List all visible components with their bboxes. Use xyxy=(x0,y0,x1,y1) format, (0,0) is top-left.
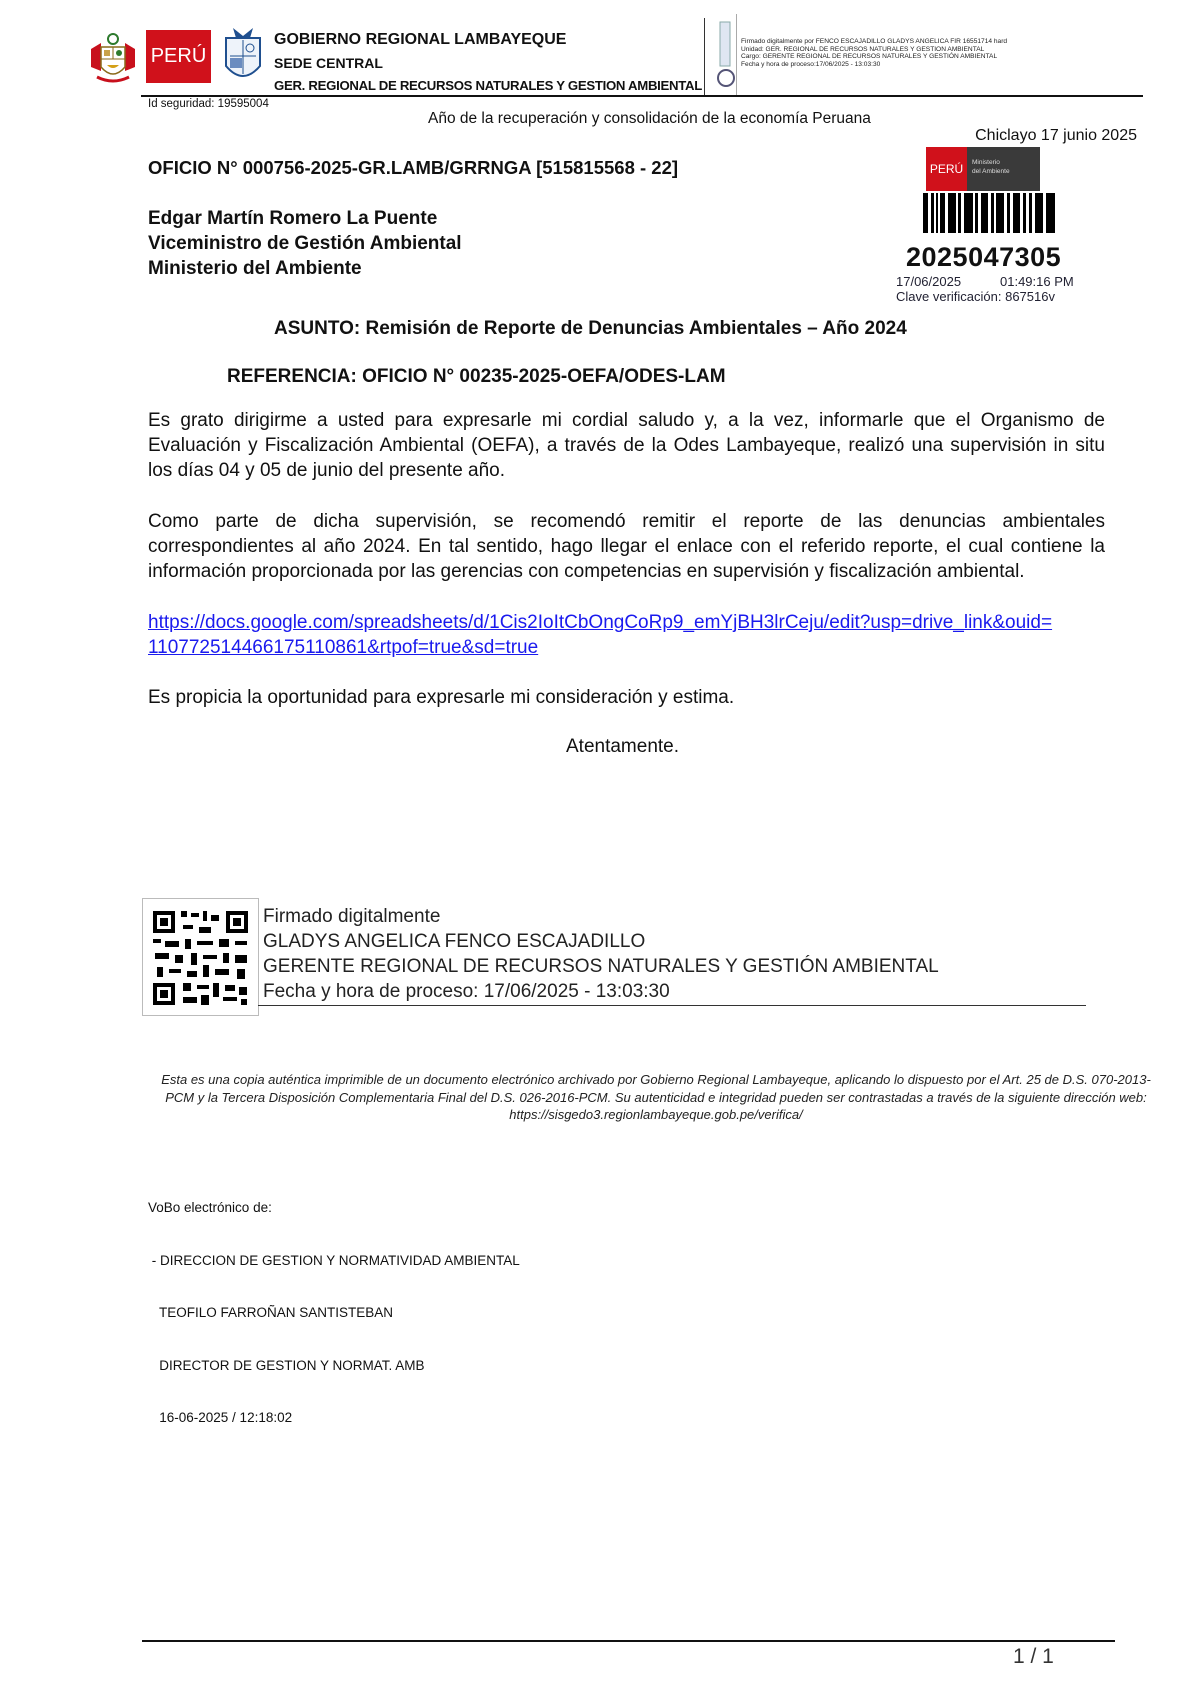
ministry-name: Ministerio xyxy=(972,159,1000,166)
link-line: 110772514466175110861&rtpof=true&sd=true xyxy=(148,637,539,658)
recipient-org: Ministerio del Ambiente xyxy=(148,258,362,279)
signature-label: Firmado digitalmente xyxy=(263,906,441,927)
footer-rule xyxy=(142,1640,1115,1642)
peru-coat-of-arms-icon xyxy=(87,27,139,87)
lambayeque-seal-icon xyxy=(714,20,738,90)
vobo-line: 16-06-2025 / 12:18:02 xyxy=(148,1410,293,1425)
security-id: Id seguridad: 19595004 xyxy=(148,98,269,110)
reference: REFERENCIA: OFICIO N° 00235-2025-OEFA/ODES-LAM xyxy=(227,366,726,387)
body-paragraph-3: Es propicia la oportunidad para expresarle mi consideración y estima. xyxy=(148,687,735,708)
sig-line: Unidad: GER. REGIONAL DE RECURSOS NATURALES Y GESTION AMBIENTAL xyxy=(741,45,985,53)
verification-key: Clave verificación: 867516v xyxy=(896,289,1055,304)
authenticity-note: Esta es una copia auténtica imprimible de un documento electrónico archivado por Gobierno Regional Lambayeque, aplicando lo dispuesto por el Art. 25 de D.S. 070-2013-PCM y la Tercera Disposición Complementaria Final del D.S. 026-2016-PCM. Su autenticidad e integridad pueden ser contrastadas a través de la siguiente dirección web: https://sisgedo3.regionlambayeque.gob.pe/verifica/ xyxy=(161,1072,1151,1122)
stamp-time: 01:49:16 PM xyxy=(1000,274,1074,289)
stamp-date: 17/06/2025 xyxy=(896,274,962,289)
vobo-block xyxy=(148,1164,520,1462)
qr-code-icon xyxy=(143,899,258,1015)
lambayeque-shield-icon xyxy=(218,24,268,86)
spreadsheet-link-block xyxy=(148,610,1105,660)
vobo-line: TEOFILO FARROÑAN SANTISTEBAN xyxy=(148,1305,394,1320)
barcode-icon xyxy=(923,193,1056,233)
closing: Atentamente. xyxy=(566,736,680,757)
signature-underline xyxy=(258,1005,1086,1006)
ministry-name: del Ambiente xyxy=(972,168,1010,175)
header-unit: GER. REGIONAL DE RECURSOS NATURALES Y GESTION AMBIENTAL xyxy=(274,78,703,93)
spreadsheet-link[interactable] xyxy=(148,612,1052,658)
header-divider xyxy=(704,18,705,95)
year-motto: Año de la recuperación y consolidación de la economía Peruana xyxy=(428,110,871,127)
body-paragraph-1: Es grato dirigirme a usted para expresarle mi cordial saludo y, a la vez, informarle que el Organismo de Evaluación y Fiscalización Ambiental (OEFA), a través de la Odes Lambayeque, realizó una supervisión in situ los días 04 y 05 de junio del presente año. xyxy=(148,410,1105,481)
registration-number: 2025047305 xyxy=(906,242,1062,272)
header-sede: SEDE CENTRAL xyxy=(274,55,383,71)
signer-position: GERENTE REGIONAL DE RECURSOS NATURALES Y GESTIÓN AMBIENTAL xyxy=(263,956,939,977)
page-number: 1 / 1 xyxy=(1013,1645,1054,1668)
digital-signature-block xyxy=(263,904,939,1004)
signer-name: GLADYS ANGELICA FENCO ESCAJADILLO xyxy=(263,931,646,952)
qr-code-box xyxy=(142,898,259,1016)
body-paragraph-2: Como parte de dicha supervisión, se recomendó remitir el reporte de las denuncias ambientales correspondientes al año 2024. En tal sentido, hago llegar el enlace con el referido reporte, el cual contiene la información proporcionada por las gerencias con competencias en supervisión y fiscalización ambiental. xyxy=(148,511,1105,582)
signature-datetime: Fecha y hora de proceso: 17/06/2025 - 13:03:30 xyxy=(263,981,670,1002)
sig-line: Fecha y hora de proceso:17/06/2025 - 13:03:30 xyxy=(741,60,881,68)
subject: ASUNTO: Remisión de Reporte de Denuncias Ambientales – Año 2024 xyxy=(274,318,907,339)
vobo-title: VoBo electrónico de: xyxy=(148,1200,272,1215)
header-digital-signature xyxy=(741,38,1007,68)
vobo-line: DIRECTOR DE GESTION Y NORMAT. AMB xyxy=(148,1357,425,1373)
oficio-number: OFICIO N° 000756-2025-GR.LAMB/GRRNGA [515815568 - 22] xyxy=(148,157,679,178)
link-line: https://docs.google.com/spreadsheets/d/1Cis2IoItCbOngCoRp9_emYjBH3lrCeju/edit?usp=drive_link&ouid= xyxy=(148,612,1053,633)
ministry-logo xyxy=(926,147,1040,191)
peru-logo: PERÚ xyxy=(146,30,211,83)
recipient-block xyxy=(148,206,462,281)
sig-line: Firmado digitalmente por FENCO ESCAJADILLO GLADYS ANGELICA FIR 16551714 hard xyxy=(741,38,1008,45)
header-org-name: GOBIERNO REGIONAL LAMBAYEQUE xyxy=(274,31,567,48)
ministry-logo-peru: PERÚ xyxy=(926,147,967,191)
signature-divider xyxy=(736,14,737,96)
vobo-line: - DIRECCION DE GESTION Y NORMATIVIDAD AMBIENTAL xyxy=(148,1252,520,1268)
sig-line: Cargo: GERENTE REGIONAL DE RECURSOS NATURALES Y GESTIÓN AMBIENTAL xyxy=(741,53,998,61)
recipient-title: Viceministro de Gestión Ambiental xyxy=(148,233,462,254)
header-rule xyxy=(141,95,1143,97)
date-place: Chiclayo 17 junio 2025 xyxy=(975,127,1137,144)
recipient-name: Edgar Martín Romero La Puente xyxy=(148,208,438,229)
